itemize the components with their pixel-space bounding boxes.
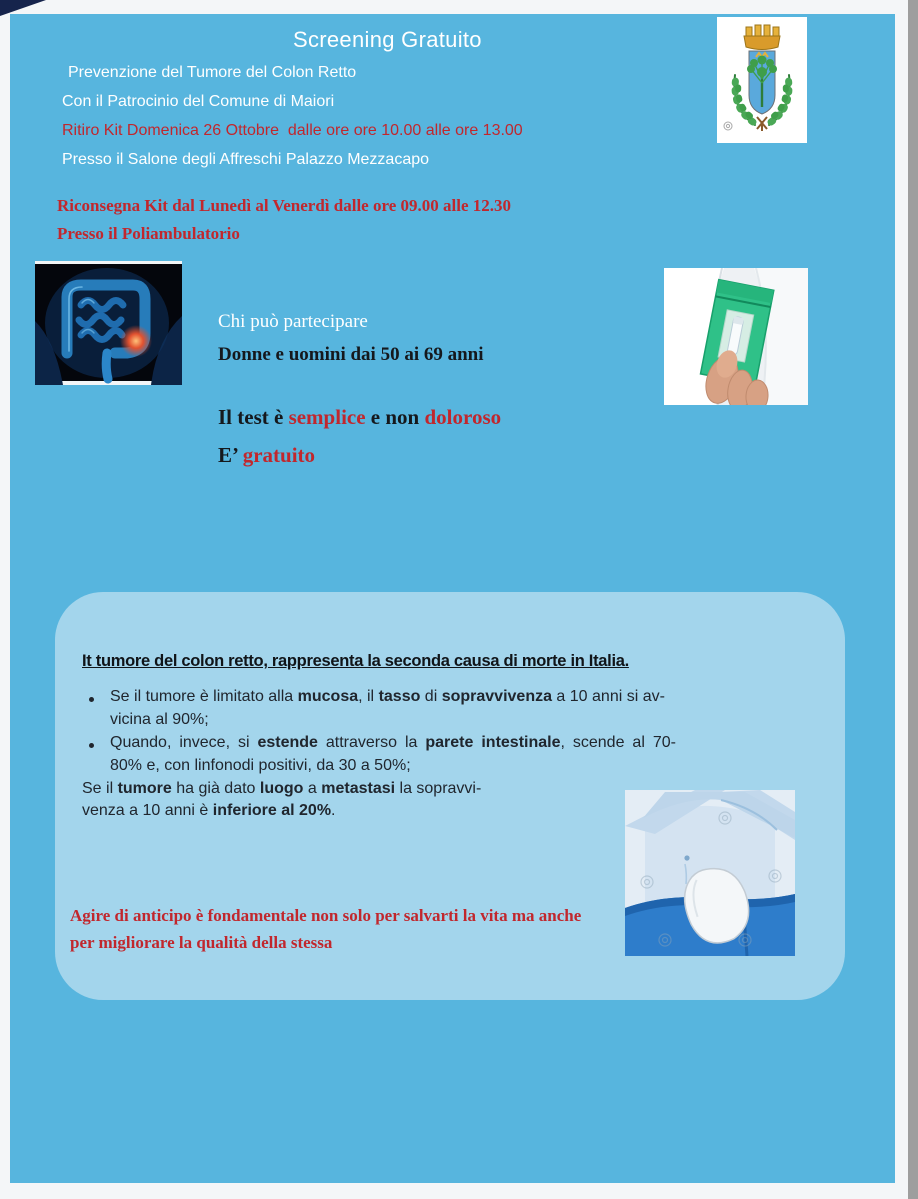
page-title: Screening Gratuito bbox=[293, 27, 482, 52]
text-segment: attraverso la bbox=[317, 734, 426, 751]
participation-question: Chi può partecipare bbox=[218, 311, 368, 332]
page-corner-fold bbox=[0, 0, 46, 16]
test-text-segment: e non bbox=[365, 405, 425, 429]
screening-kit-image bbox=[664, 268, 808, 405]
text-segment: Se il tumore è limitato alla bbox=[110, 688, 298, 705]
participation-answer: Donne e uomini dai 50 ai 69 anni bbox=[218, 344, 484, 365]
text-segment: , il bbox=[358, 688, 379, 705]
header-line-venue: Presso il Salone degli Affreschi Palazzo Mezzacapo bbox=[62, 151, 430, 168]
header-line-kit-pickup: Ritiro Kit Domenica 26 Ottobre dalle ore ore 10.00 alle ore 13.00 bbox=[62, 122, 523, 139]
text-segment: Quando, invece, si bbox=[110, 734, 258, 751]
text-segment: la sopravvi- bbox=[395, 780, 482, 797]
info-panel bbox=[55, 592, 845, 1000]
kit-return-location: Presso il Poliambulatorio bbox=[57, 224, 240, 243]
colon-xray-image bbox=[35, 261, 182, 385]
bullet2-line2: 80% e, con linfonodi positivi, da 30 a 50%; bbox=[110, 757, 411, 774]
test-text-segment: Il test è bbox=[218, 405, 289, 429]
bullet-dot bbox=[89, 743, 94, 748]
bullet2-line1 bbox=[110, 734, 676, 752]
bold-term: sopravvivenza bbox=[441, 688, 552, 705]
text-segment: Se il bbox=[82, 780, 118, 797]
bold-term: metastasi bbox=[321, 780, 396, 797]
bullet1-line2: vicina al 90%; bbox=[110, 711, 209, 728]
test-text-highlight: semplice bbox=[288, 405, 366, 429]
text-segment: a 10 anni si av- bbox=[551, 688, 665, 705]
bold-term: mucosa bbox=[297, 688, 359, 705]
free-text-segment: E’ bbox=[218, 443, 243, 467]
test-statement bbox=[218, 405, 501, 430]
bold-term: estende bbox=[257, 734, 318, 751]
text-segment: a bbox=[303, 780, 322, 797]
text-segment: venza a 10 anni è bbox=[82, 802, 213, 819]
closing-message-line2: per migliorare la qualità della stessa bbox=[70, 933, 333, 952]
metastasis-line1 bbox=[82, 780, 481, 798]
ostomy-bag-image bbox=[625, 790, 795, 956]
bold-term: parete intestinale bbox=[425, 734, 561, 751]
bullet1-line1 bbox=[110, 688, 665, 706]
bold-term: tasso bbox=[378, 688, 421, 705]
closing-message-line1: Agire di anticipo è fondamentale non solo per salvarti la vita ma anche bbox=[70, 906, 582, 925]
text-segment: ha già dato bbox=[171, 780, 260, 797]
bold-term: tumore bbox=[117, 780, 172, 797]
free-statement bbox=[218, 443, 315, 468]
text-segment: , scende al 70- bbox=[560, 734, 676, 751]
info-panel-heading: It tumore del colon retto, rappresenta la seconda causa di morte in Italia. bbox=[82, 652, 629, 670]
text-segment: . bbox=[331, 802, 336, 819]
kit-return-schedule: Riconsegna Kit dal Lunedì al Venerdì dalle ore 09.00 alle 12.30 bbox=[57, 196, 511, 215]
header-line-prevention: Prevenzione del Tumore del Colon Retto bbox=[68, 64, 357, 81]
maiori-crest-image bbox=[717, 17, 807, 143]
header-line-patronage: Con il Patrocinio del Comune di Maiori bbox=[62, 93, 335, 110]
text-segment: di bbox=[420, 688, 442, 705]
test-text-highlight: doloroso bbox=[424, 405, 502, 429]
metastasis-line2 bbox=[82, 802, 336, 820]
bold-term: inferiore al 20% bbox=[212, 802, 332, 819]
bullet-dot bbox=[89, 697, 94, 702]
free-text-highlight: gratuito bbox=[242, 443, 316, 467]
bold-term: luogo bbox=[259, 780, 304, 797]
scrollbar-track[interactable] bbox=[908, 0, 918, 1199]
